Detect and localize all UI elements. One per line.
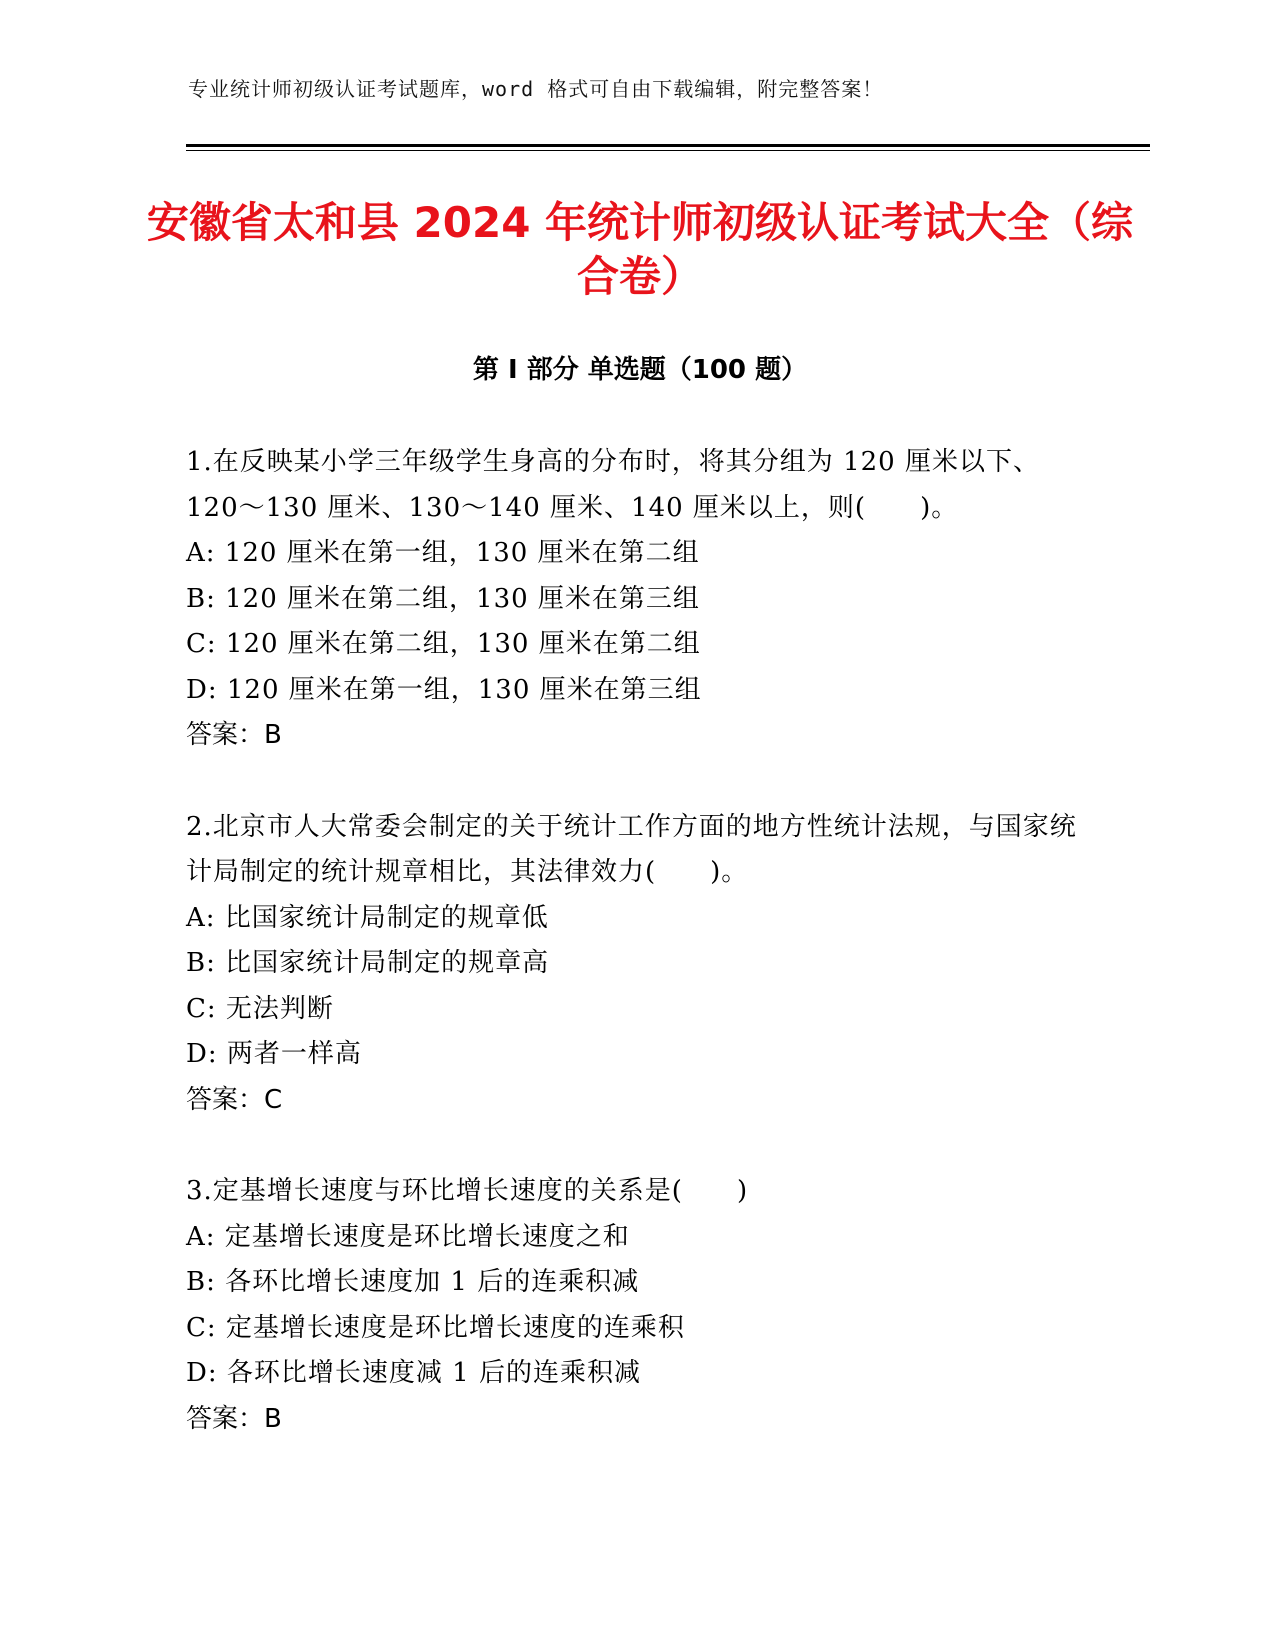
question-list	[186, 440, 1086, 1488]
option-d: D: 120 厘米在第一组，130 厘米在第三组	[186, 674, 702, 705]
question-3	[186, 1169, 1086, 1442]
option-b: B: 各环比增长速度加 1 后的连乘积减	[186, 1267, 640, 1297]
option-d: D: 两者一样高	[186, 1039, 362, 1069]
option-b: B: 120 厘米在第二组，130 厘米在第三组	[186, 583, 700, 614]
question-1	[186, 440, 1086, 759]
section-title: 第 I 部分 单选题（100 题）	[472, 355, 808, 385]
question-stem: 2.北京市人大常委会制定的关于统计工作方面的地方性统计法规，与国家统计局制定的统计规章相比，其法律效力( )。	[186, 811, 1077, 887]
answer: 答案：B	[186, 1403, 282, 1434]
header-rule-thin	[186, 150, 1150, 151]
option-c: C: 无法判断	[186, 993, 334, 1024]
option-a: A: 比国家统计局制定的规章低	[186, 902, 549, 933]
answer: 答案：B	[186, 720, 282, 750]
document-title: 安徽省太和县 2024 年统计师初级认证考试大全（综合卷）	[146, 198, 1134, 301]
header-note: 专业统计师初级认证考试题库，word 格式可自由下载编辑，附完整答案！	[188, 77, 884, 101]
question-2	[186, 805, 1086, 1124]
option-c: C: 定基增长速度是环比增长速度的连乘积	[186, 1312, 685, 1343]
option-b: B: 比国家统计局制定的规章高	[186, 948, 550, 978]
option-a: A: 120 厘米在第一组，130 厘米在第二组	[186, 538, 700, 568]
question-stem: 1.在反映某小学三年级学生身高的分布时，将其分组为 120 厘米以下、120～130 厘米、130～140 厘米、140 厘米以上，则( )。	[186, 447, 1040, 523]
question-stem: 3.定基增长速度与环比增长速度的关系是( )	[186, 1176, 749, 1206]
header-rule-thick	[186, 144, 1150, 147]
option-a: A: 定基增长速度是环比增长速度之和	[186, 1221, 630, 1252]
answer: 答案：C	[186, 1084, 283, 1115]
option-d: D: 各环比增长速度减 1 后的连乘积减	[186, 1358, 641, 1388]
option-c: C: 120 厘米在第二组，130 厘米在第二组	[186, 629, 701, 659]
